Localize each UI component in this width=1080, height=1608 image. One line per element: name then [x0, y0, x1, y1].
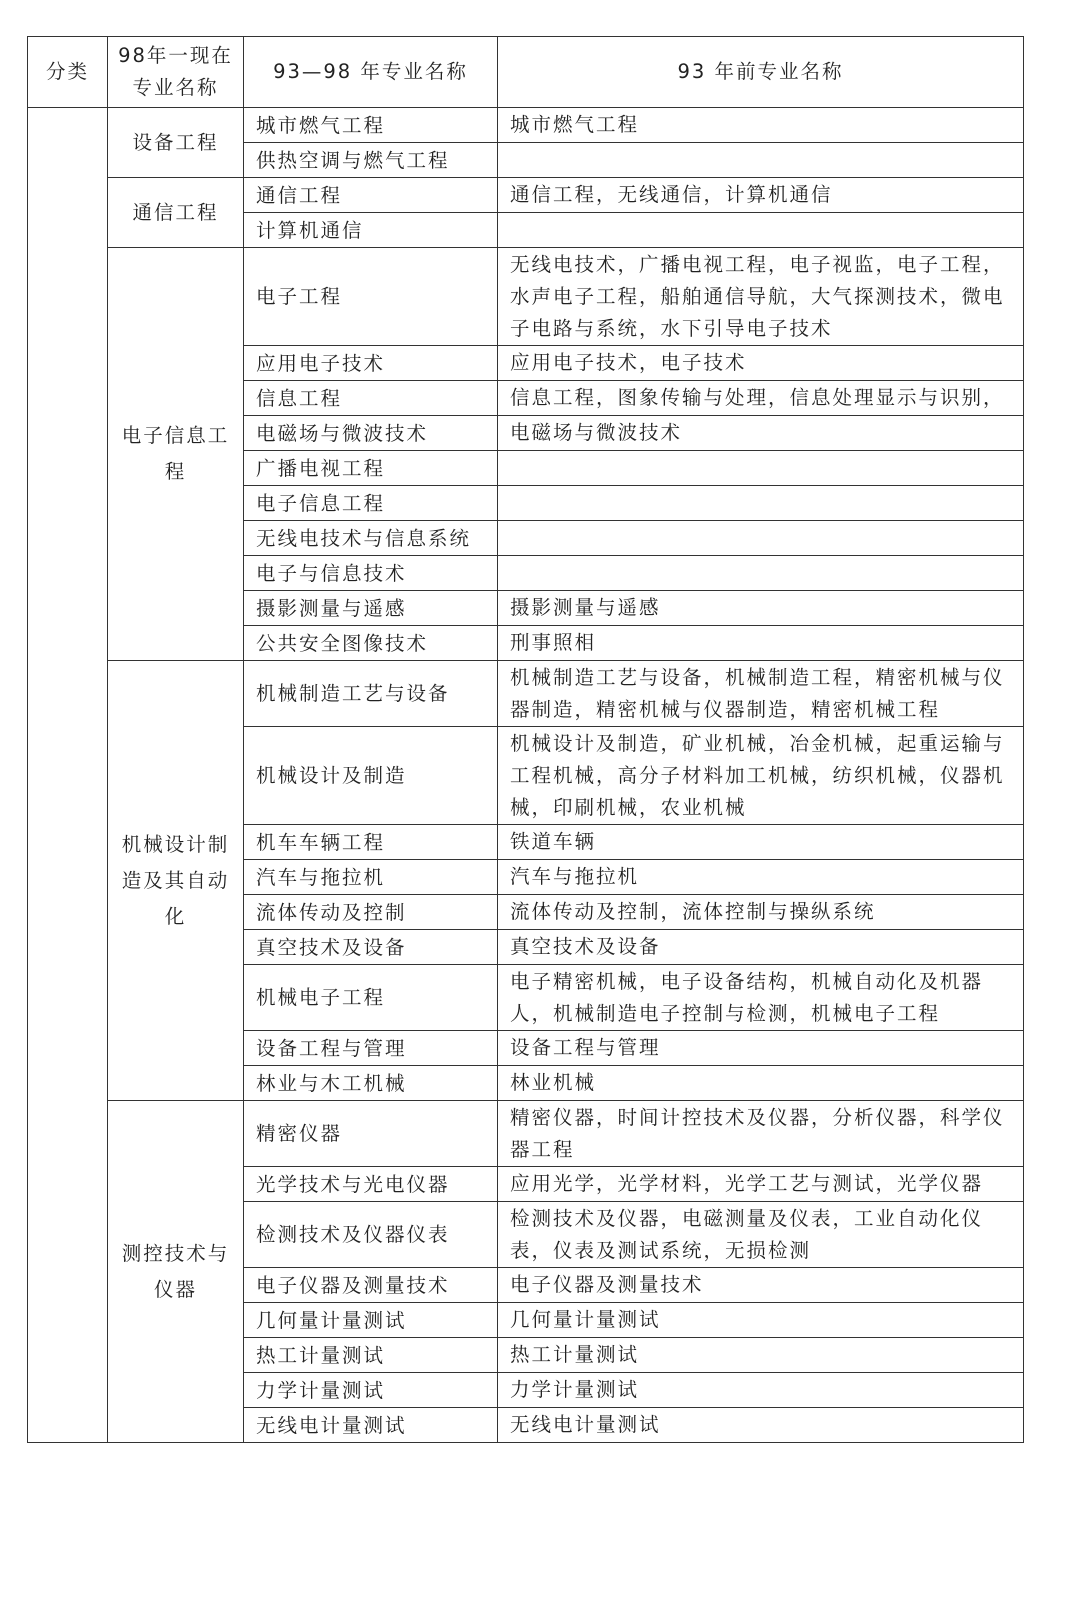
current-major-name: 电子信息工程 [108, 248, 244, 661]
header-current-name: 98年一现在专业名称 [108, 37, 244, 108]
current-major-name: 设备工程 [108, 108, 244, 178]
major-93-98-name: 汽车与拖拉机 [244, 860, 498, 895]
major-pre-93-name: 应用光学，光学材料，光学工艺与测试，光学仪器 [498, 1167, 1024, 1202]
major-pre-93-name: 电子精密机械，电子设备结构，机械自动化及机器人，机械制造电子控制与检测，机械电子工程 [498, 965, 1024, 1031]
major-93-98-name: 广播电视工程 [244, 451, 498, 486]
major-pre-93-name: 检测技术及仪器，电磁测量及仪表，工业自动化仪表，仪表及测试系统，无损检测 [498, 1202, 1024, 1268]
major-93-98-name: 公共安全图像技术 [244, 626, 498, 661]
header-category: 分类 [28, 37, 108, 108]
table-row [28, 661, 1024, 727]
major-pre-93-name: 几何量计量测试 [498, 1303, 1024, 1338]
major-pre-93-name: 机械制造工艺与设备，机械制造工程，精密机械与仪器制造，精密机械与仪器制造，精密机械工程 [498, 661, 1024, 727]
major-pre-93-name: 机械设计及制造，矿业机械，冶金机械，起重运输与工程机械，高分子材料加工机械，纺织机械，仪器机械，印刷机械，农业机械 [498, 727, 1024, 825]
major-93-98-name: 流体传动及控制 [244, 895, 498, 930]
major-93-98-name: 设备工程与管理 [244, 1031, 498, 1066]
major-93-98-name: 几何量计量测试 [244, 1303, 498, 1338]
major-pre-93-name [498, 143, 1024, 178]
major-93-98-name: 电子工程 [244, 248, 498, 346]
major-93-98-name: 检测技术及仪器仪表 [244, 1202, 498, 1268]
major-93-98-name: 电子仪器及测量技术 [244, 1268, 498, 1303]
current-major-name: 机械设计制造及其自动化 [108, 661, 244, 1101]
table-row [28, 178, 1024, 213]
category-cell [28, 108, 108, 1443]
current-major-name: 测控技术与仪器 [108, 1101, 244, 1443]
major-93-98-name: 供热空调与燃气工程 [244, 143, 498, 178]
major-93-98-name: 电子与信息技术 [244, 556, 498, 591]
major-93-98-name: 光学技术与光电仪器 [244, 1167, 498, 1202]
major-93-98-name: 机械电子工程 [244, 965, 498, 1031]
major-93-98-name: 城市燃气工程 [244, 108, 498, 143]
major-93-98-name: 应用电子技术 [244, 346, 498, 381]
table-row [28, 248, 1024, 346]
major-pre-93-name: 刑事照相 [498, 626, 1024, 661]
major-93-98-name: 电磁场与微波技术 [244, 416, 498, 451]
major-93-98-name: 信息工程 [244, 381, 498, 416]
major-pre-93-name: 应用电子技术，电子技术 [498, 346, 1024, 381]
major-pre-93-name: 无线电计量测试 [498, 1408, 1024, 1443]
major-pre-93-name [498, 451, 1024, 486]
header-pre-93-name: 93 年前专业名称 [498, 37, 1024, 108]
major-pre-93-name: 信息工程，图象传输与处理，信息处理显示与识别， [498, 381, 1024, 416]
major-pre-93-name: 摄影测量与遥感 [498, 591, 1024, 626]
major-93-98-name: 计算机通信 [244, 213, 498, 248]
major-pre-93-name: 通信工程，无线通信，计算机通信 [498, 178, 1024, 213]
major-pre-93-name [498, 521, 1024, 556]
major-93-98-name: 电子信息工程 [244, 486, 498, 521]
major-93-98-name: 通信工程 [244, 178, 498, 213]
major-pre-93-name: 无线电技术，广播电视工程，电子视监，电子工程，水声电子工程，船舶通信导航，大气探测技术，微电子电路与系统，水下引导电子技术 [498, 248, 1024, 346]
major-pre-93-name: 热工计量测试 [498, 1338, 1024, 1373]
major-93-98-name: 机械制造工艺与设备 [244, 661, 498, 727]
major-pre-93-name: 铁道车辆 [498, 825, 1024, 860]
major-93-98-name: 热工计量测试 [244, 1338, 498, 1373]
major-pre-93-name: 汽车与拖拉机 [498, 860, 1024, 895]
header-row [28, 37, 1024, 108]
major-93-98-name: 机械设计及制造 [244, 727, 498, 825]
current-major-name: 通信工程 [108, 178, 244, 248]
major-93-98-name: 无线电计量测试 [244, 1408, 498, 1443]
major-pre-93-name: 城市燃气工程 [498, 108, 1024, 143]
major-93-98-name: 摄影测量与遥感 [244, 591, 498, 626]
header-93-98-name: 93—98 年专业名称 [244, 37, 498, 108]
major-93-98-name: 精密仪器 [244, 1101, 498, 1167]
table-body [28, 108, 1024, 1443]
major-pre-93-name [498, 213, 1024, 248]
major-pre-93-name: 林业机械 [498, 1066, 1024, 1101]
major-pre-93-name: 设备工程与管理 [498, 1031, 1024, 1066]
major-pre-93-name: 精密仪器，时间计控技术及仪器，分析仪器，科学仪器工程 [498, 1101, 1024, 1167]
table-row [28, 108, 1024, 143]
major-pre-93-name [498, 556, 1024, 591]
major-93-98-name: 力学计量测试 [244, 1373, 498, 1408]
major-pre-93-name [498, 486, 1024, 521]
major-name-table [27, 36, 1024, 1443]
major-93-98-name: 真空技术及设备 [244, 930, 498, 965]
major-pre-93-name: 力学计量测试 [498, 1373, 1024, 1408]
table-row [28, 1101, 1024, 1167]
major-93-98-name: 机车车辆工程 [244, 825, 498, 860]
major-pre-93-name: 真空技术及设备 [498, 930, 1024, 965]
major-pre-93-name: 电磁场与微波技术 [498, 416, 1024, 451]
major-pre-93-name: 流体传动及控制，流体控制与操纵系统 [498, 895, 1024, 930]
major-93-98-name: 无线电技术与信息系统 [244, 521, 498, 556]
major-pre-93-name: 电子仪器及测量技术 [498, 1268, 1024, 1303]
major-93-98-name: 林业与木工机械 [244, 1066, 498, 1101]
